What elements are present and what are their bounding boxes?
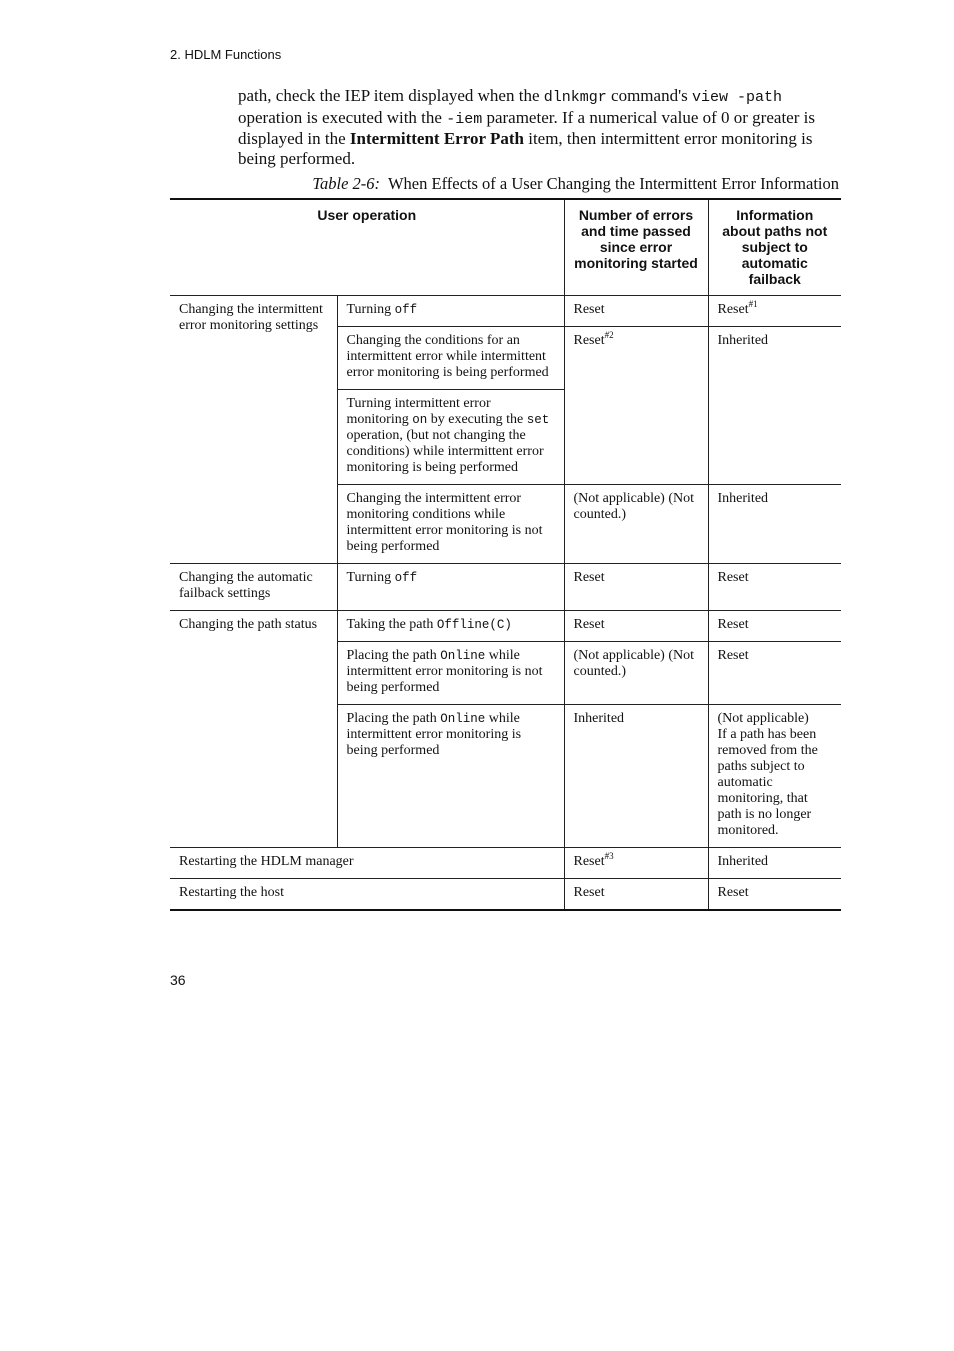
footnote-marker: #2 bbox=[604, 330, 614, 340]
intro-text-1: path, check the IEP item displayed when the bbox=[238, 86, 544, 105]
errors-cell: Inherited bbox=[564, 705, 708, 848]
info-cell: Reset bbox=[708, 879, 841, 911]
errors-cell: Reset bbox=[564, 564, 708, 611]
errors-cell: (Not applicable) (Not counted.) bbox=[564, 642, 708, 705]
table-caption-label: Table 2-6: bbox=[312, 174, 381, 193]
operation-cell: Changing the conditions for an intermittent error while intermittent error monitoring is being performed bbox=[337, 327, 564, 390]
table-row bbox=[170, 879, 841, 911]
intro-text-4: parameter. If a numerical value of 0 or greater is displayed in the bbox=[238, 107, 815, 148]
info-cell bbox=[708, 296, 841, 327]
operation-text: operation, (but not changing the conditions) while intermittent error monitoring is being performed bbox=[346, 428, 544, 475]
operation-text: while intermittent error monitoring is being performed bbox=[346, 711, 522, 758]
intro-paragraph bbox=[238, 86, 840, 168]
errors-cell: Reset bbox=[564, 296, 708, 327]
header-errors-time: Number of errors and time passed since error monitoring started bbox=[564, 199, 708, 296]
info-cell bbox=[708, 705, 841, 848]
info-cell: Reset bbox=[708, 642, 841, 705]
operation-text: Taking the path bbox=[346, 617, 437, 632]
footnote-marker: #1 bbox=[748, 299, 758, 309]
operation-cell bbox=[337, 642, 564, 705]
errors-cell bbox=[564, 327, 708, 485]
info-note: If a path has been removed from the paths subject to automatic monitoring, that path is no longer monitored. bbox=[717, 727, 818, 838]
group-cell-path-status: Changing the path status bbox=[170, 611, 337, 848]
errors-text: Reset bbox=[573, 854, 605, 869]
operation-text: by executing the bbox=[427, 412, 527, 427]
operation-text: Turning intermittent error monitoring bbox=[346, 396, 491, 427]
page-number: 36 bbox=[170, 972, 186, 988]
table-caption bbox=[170, 174, 839, 194]
group-cell-failback-settings: Changing the automatic failback settings bbox=[170, 564, 337, 611]
operation-mono: set bbox=[526, 413, 550, 427]
operation-mono: off bbox=[394, 303, 418, 317]
intro-text-2: command's bbox=[606, 86, 692, 105]
operation-text: while intermittent error monitoring is not being performed bbox=[346, 648, 543, 695]
operation-cell: Changing the intermittent error monitoring conditions while intermittent error monitoring is not being performed bbox=[337, 485, 564, 564]
running-head: 2. HDLM Functions bbox=[170, 47, 282, 62]
operation-text: Placing the path bbox=[346, 648, 441, 663]
intro-parameter-iem: -iem bbox=[446, 110, 483, 128]
table-row bbox=[170, 564, 841, 611]
errors-cell: Reset bbox=[564, 879, 708, 911]
operation-cell bbox=[337, 705, 564, 848]
info-cell: Inherited bbox=[708, 485, 841, 564]
header-user-operation: User operation bbox=[170, 199, 564, 296]
errors-cell bbox=[564, 848, 708, 879]
operation-cell bbox=[337, 564, 564, 611]
table-row bbox=[170, 848, 841, 879]
header-info-paths: Information about paths not subject to automatic failback bbox=[708, 199, 841, 296]
operation-mono: Offline(C) bbox=[436, 618, 512, 632]
intro-text-3: operation is executed with the bbox=[238, 107, 447, 127]
table-row bbox=[170, 611, 841, 642]
operation-text: Turning bbox=[346, 570, 395, 585]
intro-text-5: item, then intermittent error monitoring is being performed. bbox=[238, 129, 813, 168]
info-text: Reset bbox=[717, 302, 749, 317]
operation-text: Placing the path bbox=[346, 711, 441, 726]
operation-text: Turning bbox=[346, 302, 395, 317]
info-cell: Reset bbox=[708, 611, 841, 642]
operation-cell bbox=[337, 390, 564, 485]
info-cell: Inherited bbox=[708, 848, 841, 879]
operation-cell: Restarting the HDLM manager bbox=[170, 848, 564, 879]
info-cell: Reset bbox=[708, 564, 841, 611]
info-text: (Not applicable) bbox=[717, 711, 809, 726]
operation-mono: on bbox=[412, 413, 428, 427]
table-caption-title: When Effects of a User Changing the Intermittent Error Information bbox=[387, 174, 839, 193]
intro-command-dlnkmgr: dlnkmgr bbox=[543, 89, 607, 106]
errors-cell: (Not applicable) (Not counted.) bbox=[564, 485, 708, 564]
operation-cell bbox=[337, 611, 564, 642]
table-row bbox=[170, 296, 841, 327]
intro-item-name: Intermittent Error Path bbox=[349, 129, 524, 148]
operation-mono: off bbox=[394, 571, 418, 585]
operation-cell bbox=[337, 296, 564, 327]
footnote-marker: #3 bbox=[604, 851, 614, 861]
intro-command-view-path: view -path bbox=[692, 89, 783, 106]
errors-text: Reset bbox=[573, 333, 605, 348]
table-header-row bbox=[170, 199, 841, 296]
operation-cell: Restarting the host bbox=[170, 879, 564, 911]
group-cell-intermittent-settings: Changing the intermittent error monitoring settings bbox=[170, 296, 337, 564]
effects-table bbox=[170, 198, 841, 911]
operation-mono: Online bbox=[440, 712, 486, 726]
info-cell: Inherited bbox=[708, 327, 841, 485]
errors-cell: Reset bbox=[564, 611, 708, 642]
operation-mono: Online bbox=[440, 649, 486, 663]
